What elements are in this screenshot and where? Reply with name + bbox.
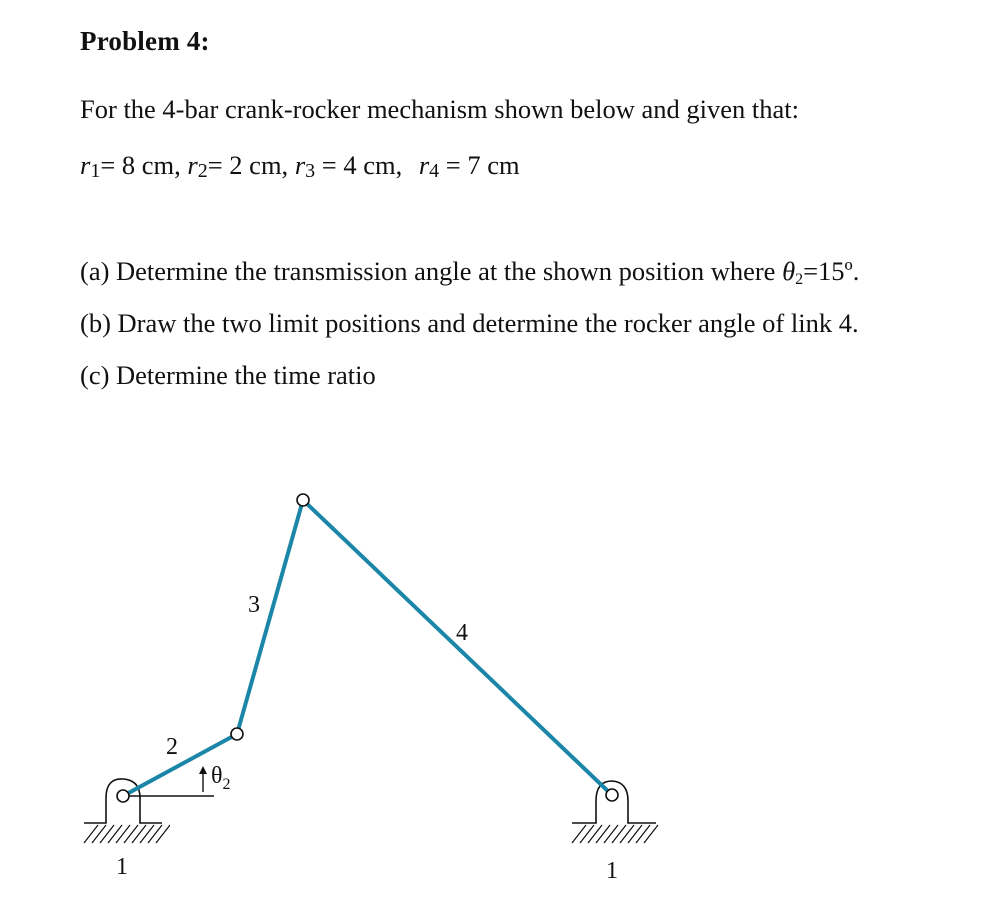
joint-b bbox=[297, 494, 309, 506]
r1-symbol: r bbox=[80, 150, 91, 180]
r4-value: = 7 cm bbox=[439, 150, 520, 180]
r4-subscript: 4 bbox=[429, 160, 440, 182]
link-3-label: 3 bbox=[248, 592, 260, 618]
joint-a bbox=[231, 728, 243, 740]
part-b: (b) Draw the two limit positions and determine the rocker angle of link 4. bbox=[80, 308, 859, 338]
problem-intro: For the 4-bar crank-rocker mechanism shown below and given that: bbox=[80, 94, 799, 124]
link-4-rocker bbox=[303, 500, 612, 795]
part-a-theta: θ bbox=[782, 256, 796, 286]
ground-pin-right bbox=[606, 789, 618, 801]
part-c: (c) Determine the time ratio bbox=[80, 360, 376, 390]
r2-value: = 2 cm, bbox=[207, 150, 289, 180]
r2-symbol: r bbox=[187, 150, 198, 180]
r3-value: = 4 cm, bbox=[315, 150, 403, 180]
link-3-coupler bbox=[237, 500, 303, 734]
theta2-label: $\theta_2$ bbox=[211, 763, 231, 793]
r2-subscript: 2 bbox=[197, 160, 208, 182]
r1-subscript: 1 bbox=[90, 160, 101, 182]
problem-title: Problem 4: bbox=[80, 26, 210, 56]
link-4-label: 4 bbox=[456, 620, 468, 646]
ground-pin-left bbox=[117, 790, 129, 802]
part-a-value: =15º. bbox=[803, 256, 860, 286]
part-a-theta-subscript: 2 bbox=[795, 271, 804, 288]
ground-right-label: 1 bbox=[606, 858, 618, 884]
r3-subscript: 3 bbox=[305, 160, 316, 182]
r4-symbol: r bbox=[418, 150, 430, 180]
link-2-label: 2 bbox=[166, 734, 178, 760]
theta2-arrow-icon bbox=[199, 766, 207, 792]
left-ground-support bbox=[84, 779, 170, 843]
r3-symbol: r bbox=[294, 150, 306, 180]
r1-value: = 8 cm, bbox=[100, 150, 181, 180]
part-a-text: (a) Determine the transmission angle at the shown position where bbox=[80, 256, 783, 286]
ground-left-label: 1 bbox=[116, 854, 128, 880]
